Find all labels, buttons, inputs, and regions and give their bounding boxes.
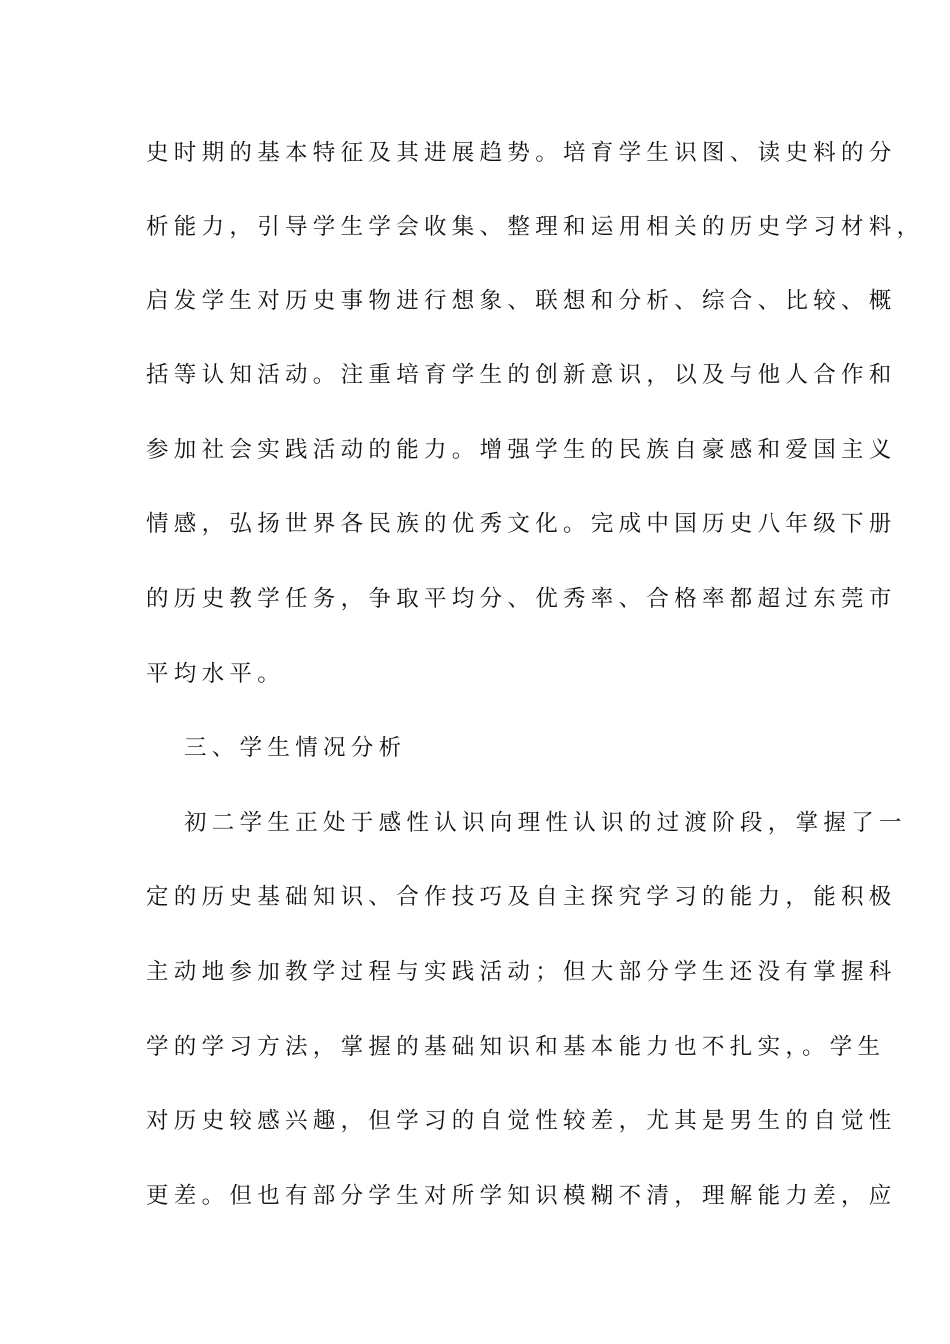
body-text-line: 学的学习方法，掌握的基础知识和基本能力也不扎实，。学生 — [146, 1034, 886, 1060]
body-text-line: 平均水平。 — [146, 661, 286, 687]
body-text-line: 析能力，引导学生学会收集、整理和运用相关的历史学习材料， — [146, 214, 925, 240]
body-text-line: 史时期的基本特征及其进展趋势。培育学生识图、读史料的分 — [146, 140, 897, 166]
section-heading: 三、学生情况分析 — [184, 735, 407, 761]
body-text-line: 定的历史基础知识、合作技巧及自主探究学习的能力，能积极 — [146, 884, 897, 910]
body-text-line: 更差。但也有部分学生对所学知识模糊不清，理解能力差，应 — [146, 1183, 897, 1209]
body-text-line: 情感，弘扬世界各民族的优秀文化。完成中国历史八年级下册 — [146, 511, 897, 537]
body-text-line: 初二学生正处于感性认识向理性认识的过渡阶段，掌握了一 — [184, 810, 907, 836]
body-text-line: 括等认知活动。注重培育学生的创新意识，以及与他人合作和 — [146, 362, 897, 388]
body-text-line: 参加社会实践活动的能力。增强学生的民族自豪感和爱国主义 — [146, 437, 897, 463]
body-text-line: 的历史教学任务，争取平均分、优秀率、合格率都超过东莞市 — [146, 586, 897, 612]
body-text-line: 主动地参加教学过程与实践活动；但大部分学生还没有掌握科 — [146, 959, 897, 985]
body-text-line: 启发学生对历史事物进行想象、联想和分析、综合、比较、概 — [146, 288, 897, 314]
body-text-line: 对历史较感兴趣，但学习的自觉性较差，尤其是男生的自觉性 — [146, 1108, 897, 1134]
